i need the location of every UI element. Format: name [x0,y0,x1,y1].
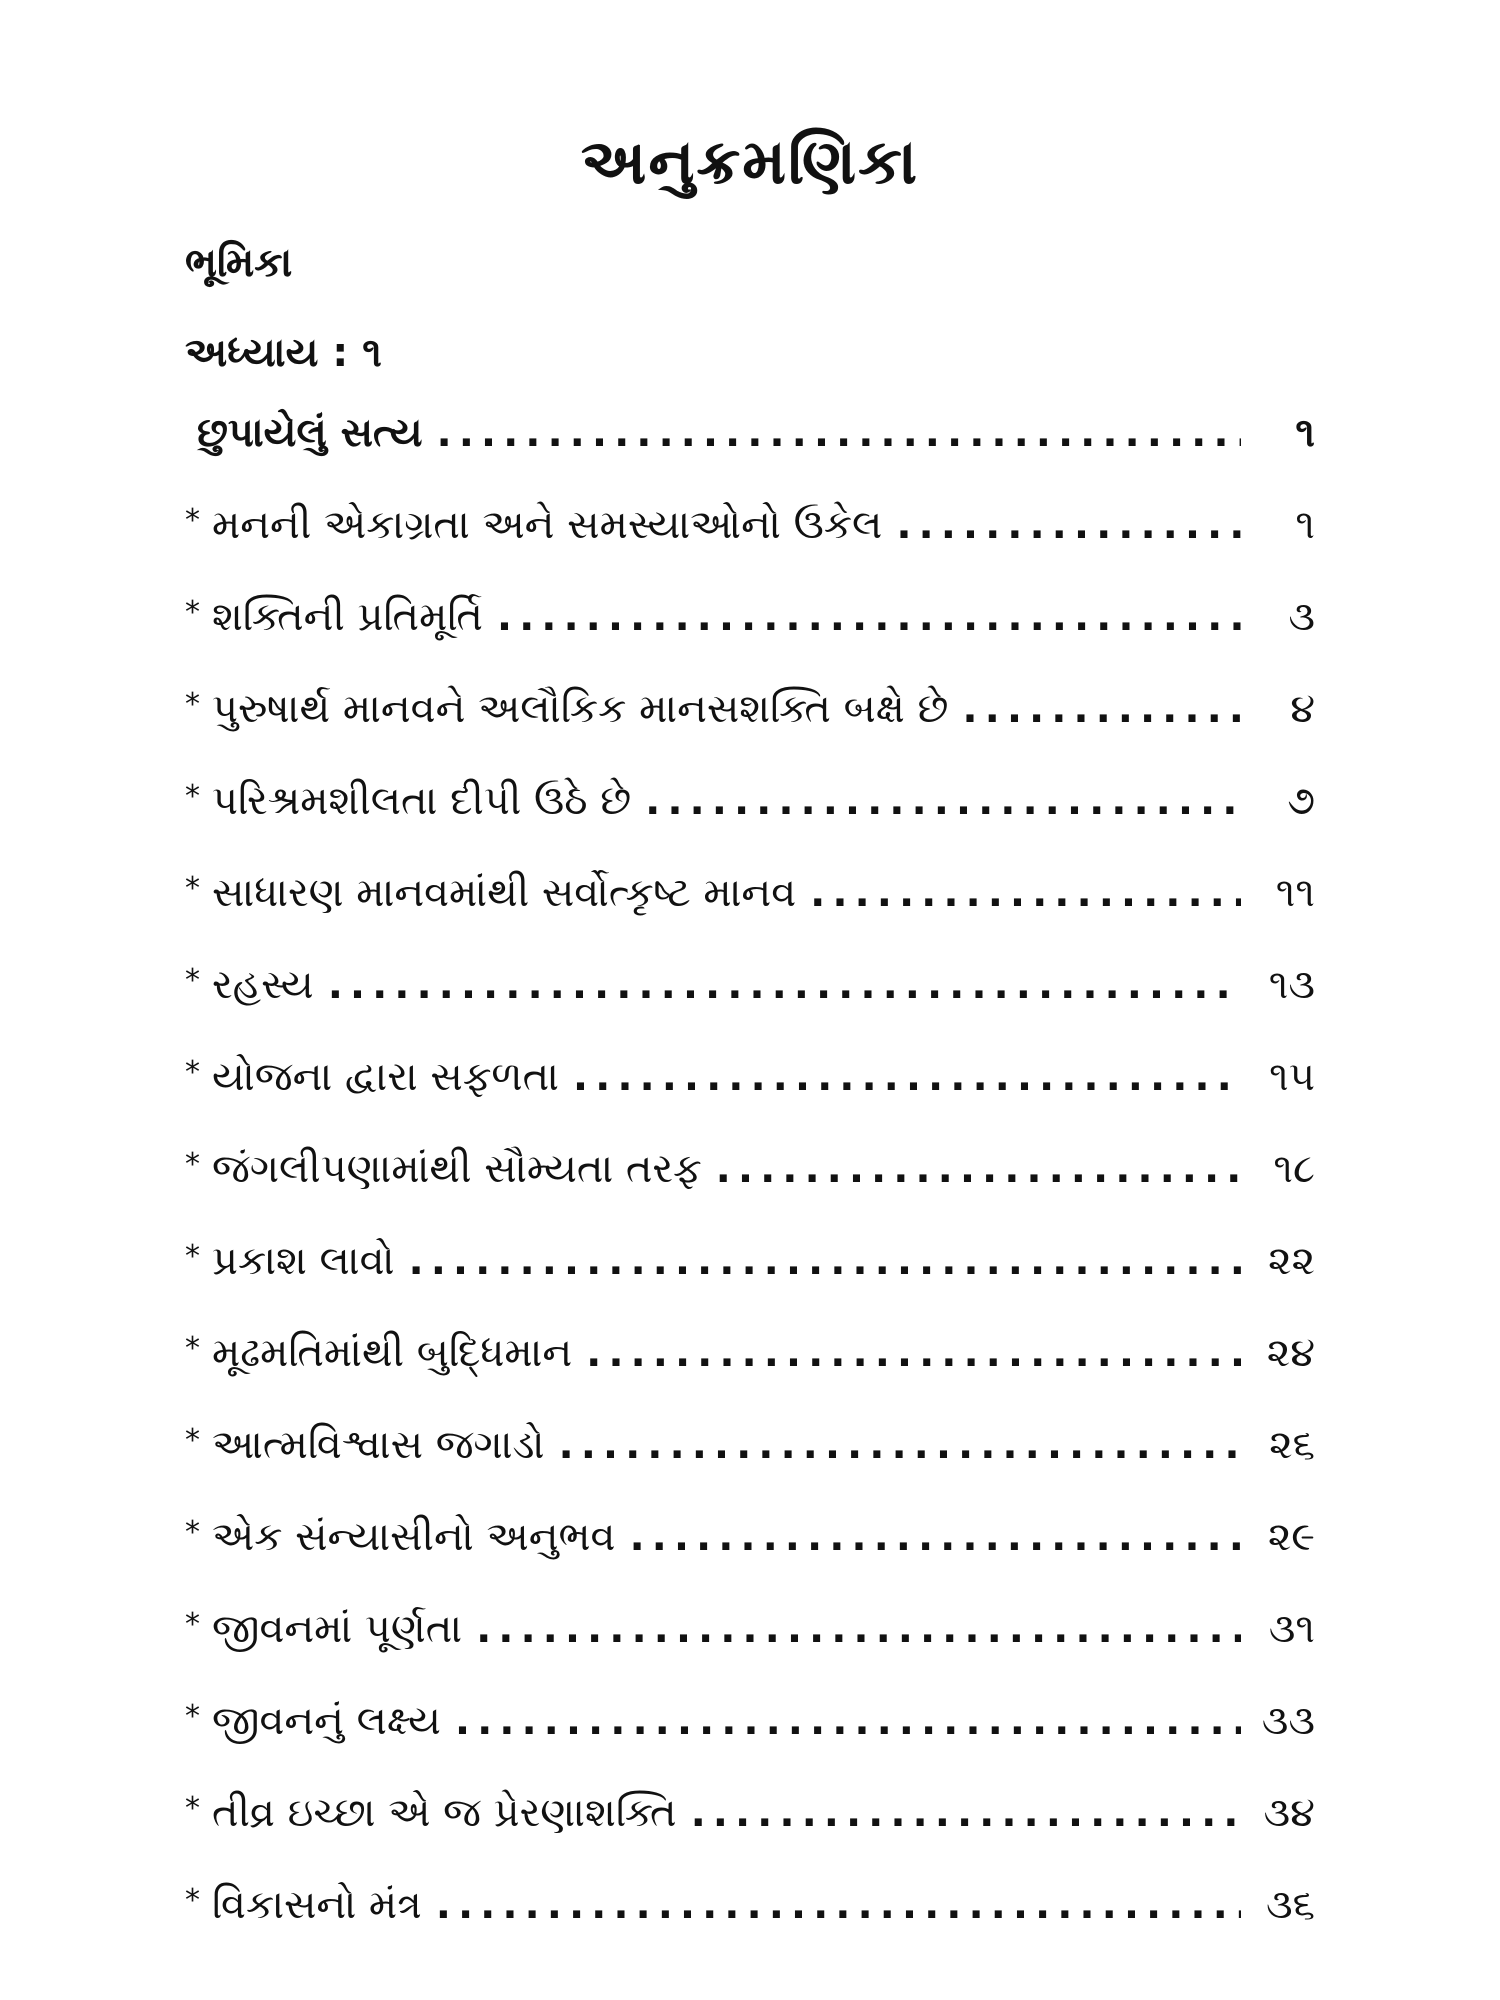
toc-entry-page: ૧૩ [1268,962,1315,1008]
toc-entry[interactable] [185,962,1315,1054]
dot-leader [455,1698,1241,1744]
toc-entry-title: જંગલીપણામાંથી સૌમ્યતા તરફ [212,1146,702,1192]
toc-entry-page: ૨૨ [1268,1238,1315,1284]
bullet-star: * [185,503,200,538]
toc-entry-title: વિકાસનો મંત્ર [212,1882,422,1928]
bullet-star: * [185,1331,200,1366]
dot-leader [437,410,1242,456]
toc-entry-title: મૂઢમતિમાંથી બુદ્ધિમાન [212,1330,573,1376]
toc-entry-page: ૧૧ [1275,870,1315,916]
toc-entry-title: રહસ્ય [212,962,314,1008]
toc-entry-title: જીવનનું લક્ષ્ય [212,1698,441,1744]
toc-entry[interactable] [185,1422,1315,1514]
toc-entry[interactable] [185,1790,1315,1882]
toc-entry-title: યોજના દ્વારા સફળતા [212,1054,559,1100]
dot-leader [586,1330,1241,1376]
bullet-star: * [185,779,200,814]
dot-leader [436,1882,1241,1928]
toc-list [185,410,1315,1974]
toc-entry[interactable] [185,1330,1315,1422]
toc-entry-page: ૧૫ [1269,1054,1315,1100]
toc-entry-page: ૧ [1295,410,1315,456]
toc-entry[interactable] [185,870,1315,962]
dot-leader [559,1422,1241,1468]
toc-entry-title: આત્મવિશ્વાસ જગાડો [212,1422,545,1468]
toc-entry-title: શક્તિની પ્રતિમૂર્તિ [212,594,483,640]
page-title: અનુક્રમણિકા [580,125,920,198]
bullet-star: * [185,1239,200,1274]
dot-leader [328,962,1241,1008]
bullet-star: * [185,1791,200,1826]
toc-entry-page: ૩૪ [1263,1790,1315,1836]
dot-leader [962,686,1241,732]
dot-leader [573,1054,1241,1100]
toc-entry-page: ૩૩ [1261,1698,1315,1744]
bullet-star: * [185,963,200,998]
toc-entry-title: મનની એકાગ્રતા અને સમસ્યાઓનો ઉકેલ [212,502,883,548]
bullet-star: * [185,1423,200,1458]
toc-entry[interactable] [185,1146,1315,1238]
bullet-star: * [185,1147,200,1182]
dot-leader [896,502,1241,548]
dot-leader [716,1146,1241,1192]
bullet-star: * [185,687,200,722]
bullet-star: * [185,1699,200,1734]
toc-entry-page: ૨૬ [1269,1422,1315,1468]
bullet-star: * [185,1607,200,1642]
toc-entry-page: ૩ [1288,594,1315,640]
dot-leader [476,1606,1241,1652]
bullet-star: * [185,595,200,630]
bullet-star: * [185,1515,200,1550]
toc-entry[interactable] [185,1882,1315,1974]
toc-entry-title: પ્રકાશ લાવો [212,1238,395,1284]
dot-leader [409,1238,1241,1284]
toc-entry[interactable] [185,410,1315,502]
toc-entry-page: ૪ [1290,686,1315,732]
toc-entry-page: ૧ [1295,502,1315,548]
toc-entry-page: ૧૮ [1273,1146,1315,1192]
toc-entry-page: ૨૯ [1267,1514,1315,1560]
toc-entry[interactable] [185,502,1315,594]
toc-entry-page: ૨૪ [1266,1330,1315,1376]
toc-entry[interactable] [185,686,1315,778]
bullet-star: * [185,1883,200,1918]
toc-entry[interactable] [185,1514,1315,1606]
toc-entry[interactable] [185,594,1315,686]
toc-entry-title: પરિશ્રમશીલતા દીપી ઉઠે છે [212,778,632,824]
toc-entry-title: છુપાયેલું સત્ય [197,410,423,456]
chapter-heading: અધ્યાય : ૧ [185,330,382,376]
dot-leader [629,1514,1241,1560]
toc-entry[interactable] [185,1698,1315,1790]
toc-entry[interactable] [185,1238,1315,1330]
bullet-star: * [185,871,200,906]
toc-entry-title: તીવ્ર ઇચ્છા એ જ પ્રેરણાશક્તિ [212,1790,677,1836]
toc-entry[interactable] [185,1054,1315,1146]
toc-entry-title: પુરુષાર્થ માનવને અલૌકિક માનસશક્તિ બક્ષે છે [212,686,949,732]
toc-entry-page: ૭ [1287,778,1315,824]
toc-entry[interactable] [185,778,1315,870]
dot-leader [645,778,1241,824]
dot-leader [691,1790,1241,1836]
preface-heading: ભૂમિકા [185,240,293,286]
toc-entry-title: જીવનમાં પૂર્ણતા [212,1606,463,1652]
bullet-star: * [185,1055,200,1090]
toc-entry-title: એક સંન્યાસીનો અનુભવ [212,1514,616,1560]
toc-entry-title: સાધારણ માનવમાંથી સર્વોત્કૃષ્ટ માનવ [212,870,797,916]
toc-entry-page: ૩૧ [1268,1606,1315,1652]
dot-leader [810,870,1241,916]
toc-entry[interactable] [185,1606,1315,1698]
dot-leader [497,594,1241,640]
toc-entry-page: ૩૬ [1265,1882,1315,1928]
